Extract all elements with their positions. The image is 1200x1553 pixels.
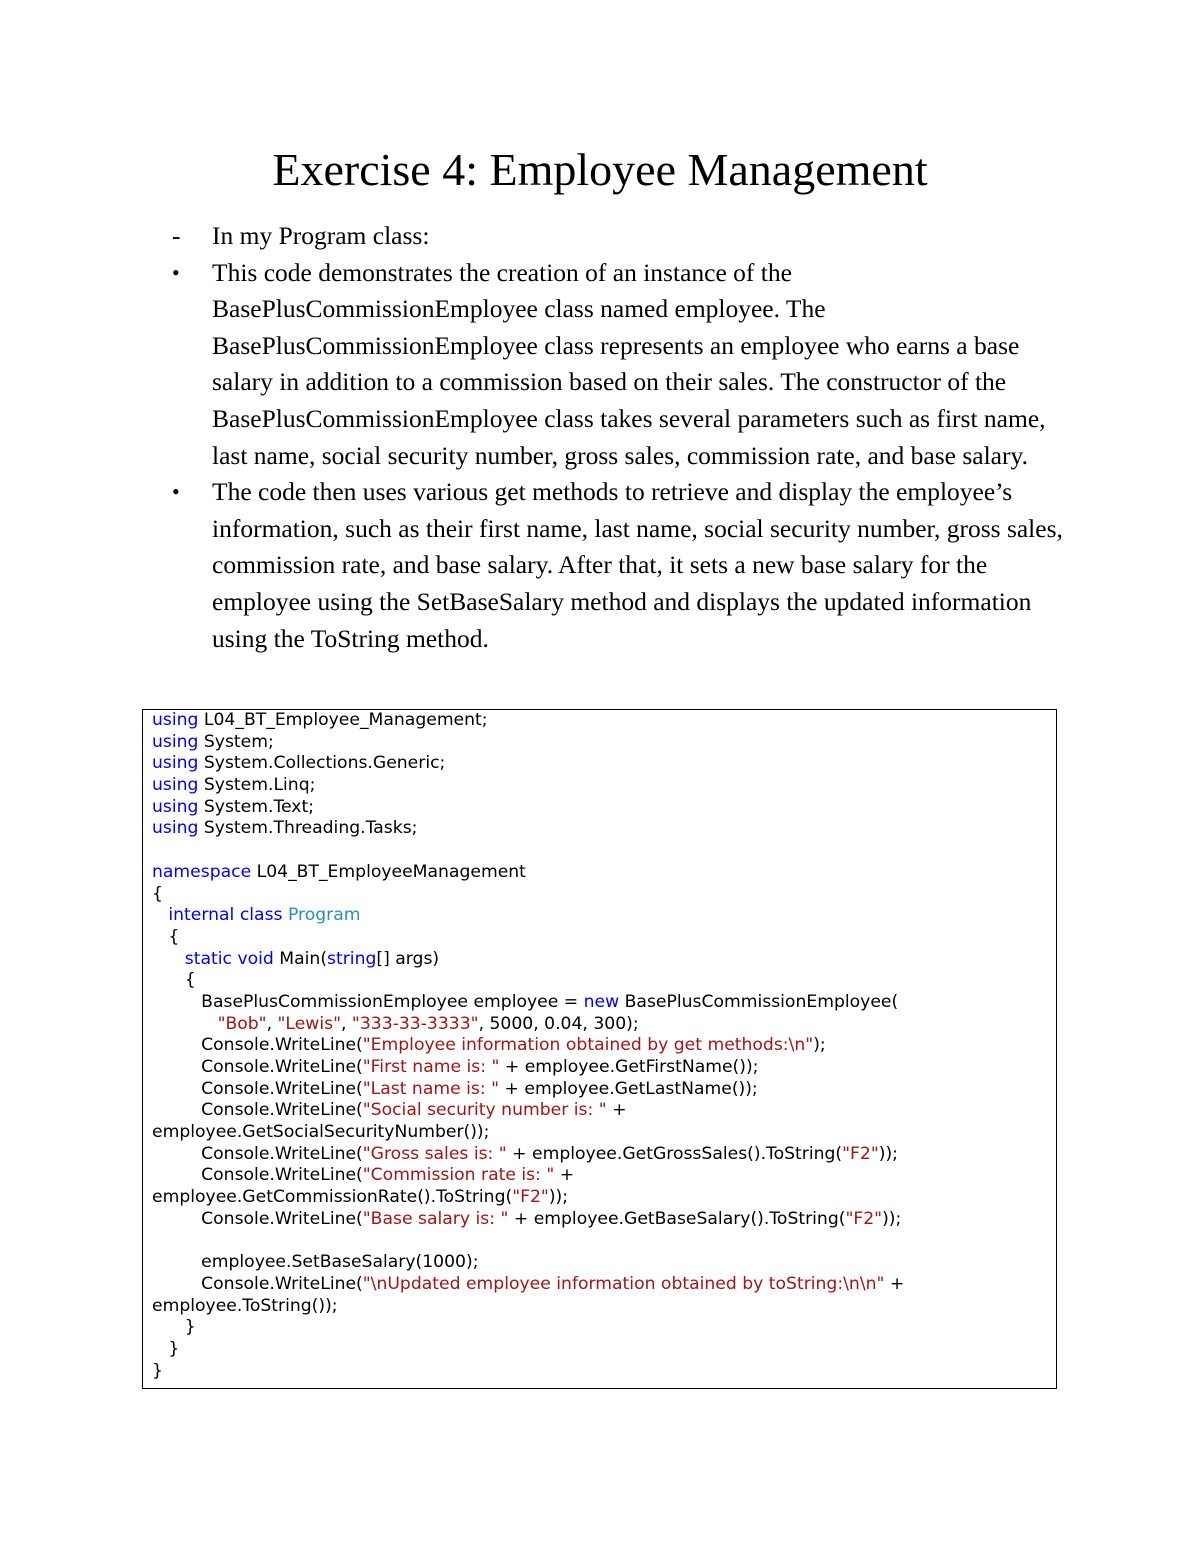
- code-string: "Social security number is: ": [362, 1100, 607, 1121]
- code-text: ));: [878, 1143, 898, 1164]
- code-line: [152, 753, 904, 775]
- bullet-text: In my Program class:: [212, 221, 430, 250]
- code-text: }: [152, 1317, 196, 1338]
- code-line: [152, 927, 904, 949]
- code-text: +: [884, 1273, 905, 1294]
- code-text: Console.WriteLine(: [152, 1208, 363, 1229]
- code-line: [152, 1187, 904, 1209]
- code-line: [152, 949, 904, 971]
- code-text: employee.GetCommissionRate().ToString(: [152, 1187, 513, 1208]
- code-text: [] args): [376, 948, 440, 969]
- code-keyword: void: [237, 948, 274, 969]
- code-text: ));: [548, 1187, 569, 1208]
- code-line: [152, 862, 904, 884]
- code-line: [152, 1035, 904, 1057]
- code-keyword: using: [152, 818, 199, 839]
- code-text: Console.WriteLine(: [152, 1143, 363, 1164]
- code-line: [152, 1122, 904, 1144]
- code-text: , 5000, 0.04, 300);: [478, 1013, 639, 1034]
- code-text: ,: [266, 1013, 278, 1034]
- code-keyword: using: [152, 710, 199, 730]
- code-line: [152, 1274, 904, 1296]
- code-line: [152, 1296, 904, 1318]
- code-text: ,: [340, 1013, 352, 1034]
- code-string: "Gross sales is: ": [362, 1143, 507, 1164]
- bullet-dot-icon: •: [172, 259, 180, 285]
- code-keyword: new: [583, 991, 620, 1012]
- code-text: System.Linq;: [198, 775, 316, 796]
- bullet-item: [170, 474, 1070, 657]
- code-text: + employee.GetBaseSalary().ToString(: [508, 1208, 846, 1229]
- code-line: [152, 1317, 904, 1339]
- code-text: [152, 1014, 218, 1034]
- code-text: Console.WriteLine(: [152, 1273, 363, 1294]
- code-line: [152, 1252, 904, 1274]
- code-text: + employee.GetLastName());: [499, 1078, 758, 1099]
- code-line: [152, 884, 904, 906]
- code-keyword: using: [152, 753, 199, 774]
- code-line: [152, 1079, 904, 1101]
- code-line: [152, 840, 904, 862]
- code-text: BasePlusCommissionEmployee employee =: [152, 991, 584, 1012]
- code-line: [152, 1144, 904, 1166]
- code-line: [152, 732, 904, 754]
- code-string: "Lewis": [277, 1013, 341, 1034]
- bullet-item: [170, 255, 1070, 475]
- code-text: {: [152, 883, 163, 904]
- code-text: L04_BT_Employee_Management;: [198, 710, 488, 730]
- bullet-dot-icon: •: [172, 479, 180, 505]
- code-text: +: [554, 1165, 575, 1186]
- bullet-text: The code then uses various get methods to retrieve and display the employee’s information, such as their first name, last name, social security number, gross sales, commission rate, and base salary. After that, it sets a new base salary for the employee using the SetBaseSalary method and displays the updated information using the ToString method.: [212, 477, 1063, 653]
- code-string: "F2": [845, 1208, 883, 1229]
- code-text: [152, 949, 185, 969]
- page-title: Exercise 4: Employee Management: [272, 144, 928, 195]
- code-string: "Commission rate is: ": [362, 1165, 555, 1186]
- code-text: employee.SetBaseSalary(1000);: [152, 1252, 479, 1273]
- dash-marker: -: [172, 221, 181, 250]
- code-text: }: [152, 1360, 163, 1381]
- code-string: "F2": [842, 1143, 879, 1164]
- code-keyword: using: [152, 731, 199, 752]
- code-keyword: string: [327, 948, 377, 969]
- code-keyword: static: [184, 948, 232, 969]
- code-keyword: class: [239, 905, 283, 926]
- code-text: Console.WriteLine(: [152, 1035, 363, 1056]
- code-line: [152, 1100, 904, 1122]
- code-text: System.Threading.Tasks;: [198, 818, 418, 839]
- code-line: [152, 710, 904, 732]
- code-text: + employee.GetFirstName());: [499, 1057, 759, 1077]
- code-text: );: [813, 1035, 826, 1056]
- code-string: "Last name is: ": [362, 1078, 500, 1099]
- code-text: }: [152, 1338, 180, 1359]
- code-text: System;: [198, 731, 274, 752]
- code-line: [152, 797, 904, 819]
- code-text: System.Collections.Generic;: [198, 753, 446, 774]
- code-text: {: [152, 970, 196, 991]
- code-string: "F2": [512, 1187, 549, 1208]
- code-keyword: using: [152, 796, 199, 817]
- code-type: Program: [287, 905, 361, 926]
- code-text: {: [152, 926, 180, 947]
- code-line: [152, 1361, 904, 1383]
- code-line: [152, 1231, 904, 1253]
- code-text: System.Text;: [198, 796, 315, 817]
- bullet-text: This code demonstrates the creation of an instance of the BasePlusCommissionEmployee class named employee. The BasePlusCommissionEmployee class represents an employee who earns a base salary in addition to a commission based on their sales. The constructor of the BasePlusCommissionEmployee class takes several parameters such as first name, last name, social security number, gross sales, commission rate, and base salary.: [212, 257, 1046, 470]
- code-string: "First name is: ": [362, 1057, 500, 1077]
- code-string: "Employee information obtained by get methods:\n": [362, 1035, 814, 1056]
- code-string: "333-33-3333": [351, 1013, 479, 1034]
- code-listing: [152, 710, 904, 1382]
- code-string: "\nUpdated employee information obtained by toString:\n\n": [362, 1273, 885, 1294]
- code-line: [152, 1209, 904, 1231]
- code-string: "Base salary is: ": [362, 1208, 509, 1229]
- code-line: [152, 775, 904, 797]
- code-string: "Bob": [217, 1013, 267, 1034]
- code-text: BasePlusCommissionEmployee(: [619, 991, 899, 1012]
- code-line: [152, 905, 904, 927]
- code-text: Console.WriteLine(: [152, 1057, 363, 1077]
- code-line: [152, 992, 904, 1014]
- code-text: Main(: [273, 948, 328, 969]
- code-keyword: internal: [168, 905, 235, 926]
- code-line: [152, 1014, 904, 1036]
- bullet-item: [170, 218, 1070, 255]
- code-line: [152, 1057, 904, 1079]
- code-text: L04_BT_EmployeeManagement: [251, 861, 526, 882]
- code-text: [152, 905, 168, 925]
- code-text: ));: [882, 1208, 902, 1229]
- code-text: Console.WriteLine(: [152, 1100, 363, 1121]
- code-line: [152, 1339, 904, 1361]
- code-line: [152, 970, 904, 992]
- code-line: [152, 1165, 904, 1187]
- code-line: [152, 818, 904, 840]
- code-text: Console.WriteLine(: [152, 1165, 363, 1186]
- bullet-list: [170, 218, 1070, 657]
- code-text: employee.GetSocialSecurityNumber());: [152, 1122, 490, 1143]
- code-text: +: [606, 1100, 627, 1121]
- code-keyword: using: [152, 775, 199, 796]
- code-block: [142, 709, 1057, 1389]
- code-text: employee.ToString());: [152, 1295, 338, 1316]
- code-text: Console.WriteLine(: [152, 1078, 363, 1099]
- code-keyword: namespace: [152, 861, 252, 882]
- code-text: + employee.GetGrossSales().ToString(: [506, 1143, 843, 1164]
